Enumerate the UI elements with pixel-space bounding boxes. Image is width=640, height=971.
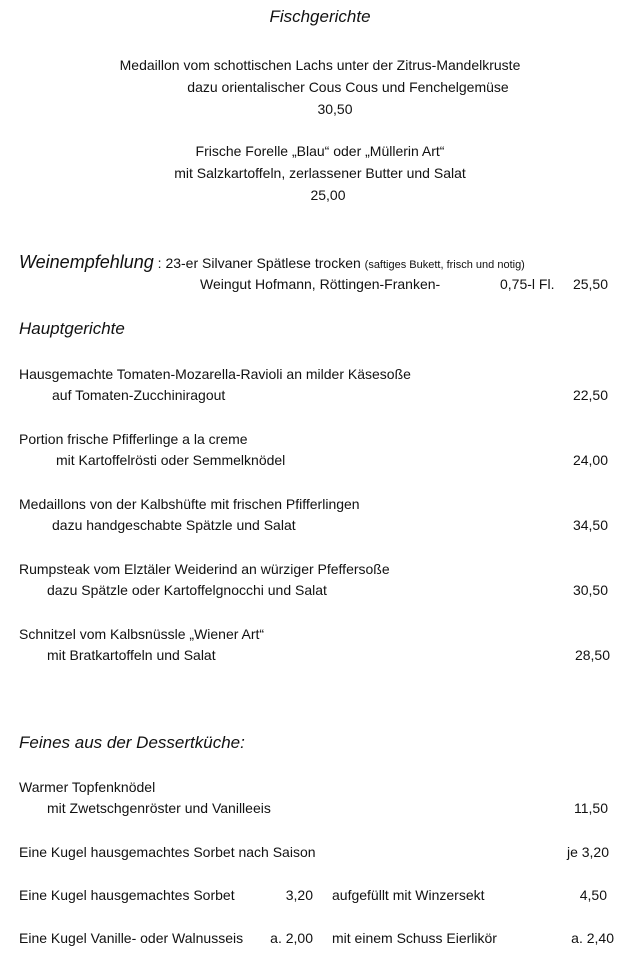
- haupt-item-3-line1: Medaillons von der Kalbshüfte mit frischen Pfifferlingen: [19, 496, 360, 512]
- haupt-item-2-line1: Portion frische Pfifferlinge a la creme: [19, 431, 248, 447]
- dessert-sorbet-saison: Eine Kugel hausgemachtes Sorbet nach Saison: [19, 844, 316, 860]
- dessert-eis-option-price: a. 2,40: [571, 930, 614, 946]
- dessert-eis: Eine Kugel Vanille- oder Walnusseis: [19, 930, 244, 946]
- fisch-item-1-line2: dazu orientalischer Cous Cous und Fenchelgemüse: [187, 79, 509, 95]
- wine-producer: Weingut Hofmann, Röttingen-Franken-: [200, 276, 441, 292]
- haupt-item-5-price: 28,50: [574, 647, 610, 663]
- haupt-item-2-line2: mit Kartoffelrösti oder Semmelknödel: [56, 452, 286, 468]
- dessert-knoedel-price: 11,50: [574, 800, 608, 816]
- haupt-item-4-line1: Rumpsteak vom Elztäler Weiderind an würziger Pfeffersoße: [19, 561, 390, 577]
- haupt-item-3-line2: dazu handgeschabte Spätzle und Salat: [52, 517, 296, 533]
- wine-label: Weinempfehlung: [19, 252, 154, 272]
- haupt-item-2-price: 24,00: [572, 452, 608, 468]
- fisch-item-2-line2: mit Salzkartoffeln, zerlassener Butter und Salat: [174, 165, 466, 181]
- dessert-sorbet-price: 3,20: [285, 887, 313, 903]
- dessert-eis-price: a. 2,00: [270, 930, 313, 946]
- haupt-item-5-line1: Schnitzel vom Kalbsnüssle „Wiener Art“: [19, 626, 265, 642]
- haupt-item-1-line1: Hausgemachte Tomaten-Mozarella-Ravioli an milder Käsesoße: [19, 366, 411, 382]
- wine-recommendation: [19, 250, 525, 277]
- wine-note: (saftiges Bukett, frisch und notig): [364, 259, 525, 271]
- section-heading-dessert: Feines aus der Dessertküche:: [19, 733, 245, 752]
- haupt-item-1-price: 22,50: [572, 387, 608, 403]
- wine-name: 23-er Silvaner Spätlese trocken: [165, 255, 361, 271]
- haupt-item-4-line2: dazu Spätzle oder Kartoffelgnocchi und Salat: [47, 582, 327, 598]
- dessert-eis-option: mit einem Schuss Eierlikör: [332, 930, 497, 946]
- dessert-sorbet-option-price: 4,50: [579, 887, 607, 903]
- dessert-sorbet-saison-price: je 3,20: [566, 844, 609, 860]
- wine-volume: 0,75-l Fl.: [500, 276, 555, 292]
- haupt-item-3-price: 34,50: [572, 517, 608, 533]
- haupt-item-5-line2: mit Bratkartoffeln und Salat: [47, 647, 216, 663]
- fisch-item-2-line1: Frische Forelle „Blau“ oder „Müllerin Art“: [195, 143, 445, 159]
- dessert-knoedel-line1: Warmer Topfenknödel: [19, 779, 156, 795]
- dessert-sorbet: Eine Kugel hausgemachtes Sorbet: [19, 887, 235, 903]
- section-heading-fisch: Fischgerichte: [269, 7, 371, 26]
- haupt-item-1-line2: auf Tomaten-Zucchiniragout: [52, 387, 226, 403]
- wine-separator: :: [153, 255, 166, 271]
- dessert-sorbet-option: aufgefüllt mit Winzersekt: [332, 887, 485, 903]
- wine-price: 25,50: [572, 276, 608, 292]
- section-heading-haupt: Hauptgerichte: [19, 319, 125, 338]
- fisch-item-1-price: 30,50: [317, 101, 353, 117]
- fisch-item-1-line1: Medaillon vom schottischen Lachs unter der Zitrus-Mandelkruste: [119, 57, 521, 73]
- dessert-knoedel-line2: mit Zwetschgenröster und Vanilleeis: [47, 800, 271, 816]
- fisch-item-2-price: 25,00: [310, 187, 346, 203]
- haupt-item-4-price: 30,50: [572, 582, 608, 598]
